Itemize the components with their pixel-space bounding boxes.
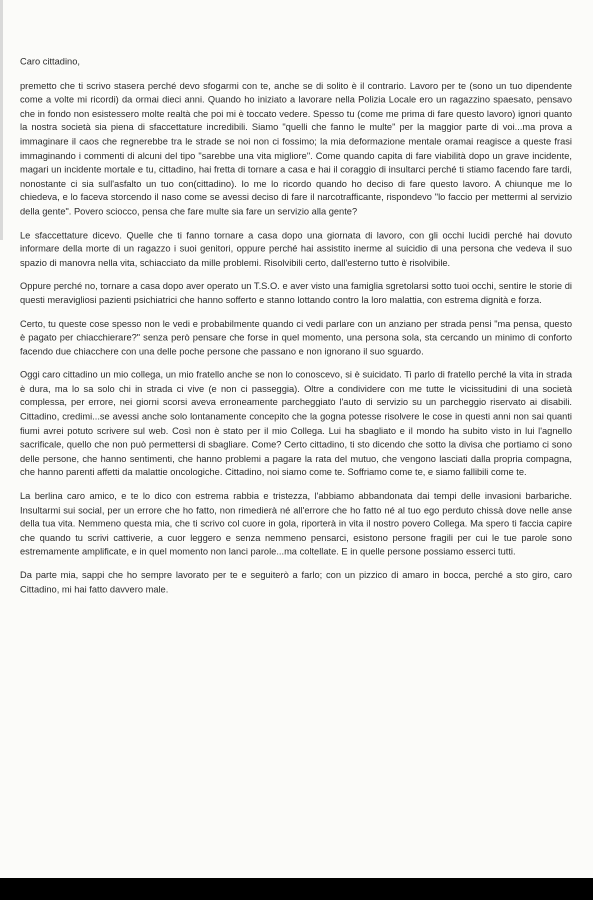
paragraph-2: Le sfaccettature dicevo. Quelle che ti fanno tornare a casa dopo una giornata di lavoro, con gli occhi lucidi perché hai dovuto informare della morte di un ragazzo i suoi genitori, oppure perché hai assistito inerme al suicidio di una persona che vedeva il suo spazio di manovra nella vita, schiacciato da mille problemi. Risolvibili certo, dall'esterno tutto è risolvibile. [20, 229, 572, 268]
page-edge-shadow [0, 0, 3, 240]
paragraph-7: Da parte mia, sappi che ho sempre lavorato per te e seguiterò a farlo; con un pizzico di amaro in bocca, perché a sto giro, caro Cittadino, mi hai fatto davvero male. [20, 570, 572, 595]
paragraph-6: La berlina caro amico, e te lo dico con estrema rabbia e tristezza, l'abbiamo abbandonata dai tempi delle invasioni barbariche. Insultarmi sui social, per un errore che ho fatto, non rimedierà né all'errore che ho fatto né al tuo ego perduto chissà dove nelle anse della tua vita. Nemmeno questa mia, che ti scrivo col cuore in gola, riporterà in vita il nostro povero Collega. Ma spero ti faccia capire che quando tu scrivi cattiverie, a cuor leggero e senza nemmeno pensarci, esistono persone fragili per cui le tue parole sono estremamente amplificate, e in quel momento non lanci parole...ma coltellate. E in quelle persone possiamo esserci tutti. [20, 490, 572, 558]
paragraph-4: Certo, tu queste cose spesso non le vedi e probabilmente quando ci vedi parlare con un anziano per strada pensi "ma pensa, questo è pagato per chiacchierare?" senza però pensare che forse in quel momento, una persona sola, sta cercando un minimo di conforto facendo due chiacchere con una delle poche persone che passano e non ignorano il suo sguardo. [20, 318, 572, 357]
paragraph-1: premetto che ti scrivo stasera perché devo sfogarmi con te, anche se di solito è il contrario. Lavoro per te (sono un tuo dipendente come a volte mi ricordi) da ormai dieci anni. Quando ho iniziato a lavorare nella Polizia Locale ero un ragazzino spaesato, pensavo che in fondo non esistessero molte realtà che poi mi è toccato vedere. Spesso tu (come me prima di fare questo lavoro) ignori quanto la nostra società sia piena di sfaccettature incredibili. Siamo "quelli che fanno le multe" per la maggior parte di voi...ma prova a immaginare il caos che regnerebbe tra le strade se noi non ci fossimo; la mia deformazione mentale oramai reagisce a queste frasi immaginando i commenti di alcuni del tipo "sarebbe una vita migliore". Come quando capita di fare viabilità dopo un grave incidente, magari un incidente mortale e tu, cittadino, hai fretta di tornare a casa e hai il coraggio di insultarci perché ti stiamo facendo fare tardi, nonostante ci sia sull'asfalto un tuo con(cittadino). Io me lo ricordo quando ho deciso di fare questo lavoro. A chiunque me lo chiedeva, e lo faceva storcendo il naso come se avessi deciso di fare il narcotrafficante, rispondevo "lo faccio per mettermi al servizio della gente". Povero sciocco, pensa che fare multe sia fare un servizio alla gente? [20, 80, 572, 217]
bottom-black-bar [0, 878, 593, 900]
paragraph-5: Oggi caro cittadino un mio collega, un mio fratello anche se non lo conoscevo, si è suicidato. Ti parlo di fratello perché la vita in strada è dura, ma lo sa solo chi in strada ci vive (e non ci passeggia). Oltre a condividere con me tutte le vicissitudini di una società complessa, per errore, nei giorni scorsi aveva erroneamente parcheggiato l'auto di servizio su un parcheggio riservato ai disabili. Cittadino, credimi...se avessi anche solo lontanamente concepito che la gogna potesse risolvere le cose in questi anni non sai quanti fiumi avrei potuto scrivere sul web. Così non è stato per il mio Collega. Lui ha sbagliato e il mondo ha subito visto in lui l'agnello sacrificale, quello che non può permettersi di sbagliare. Come? Certo cittadino, ti sto dicendo che sotto la divisa che portiamo ci sono delle persone, che hanno sentimenti, che hanno problemi a pagare la rata del mutuo, che vengono lasciati dalla propria compagna, che hanno parenti affetti da malattie oncologiche. Cittadino, noi siamo come te. Soffriamo come te, e siamo fallibili come te. [20, 369, 572, 478]
letter-body [20, 55, 572, 606]
paragraph-3: Oppure perché no, tornare a casa dopo aver operato un T.S.O. e aver visto una famiglia sgretolarsi sotto tuoi occhi, sentire le storie di questi meravigliosi pazienti psichiatrici che hanno sofferto e stanno lottando contro la loro malattia, con estrema dignità e forza. [20, 280, 572, 306]
letter-greeting: Caro cittadino, [20, 56, 80, 67]
